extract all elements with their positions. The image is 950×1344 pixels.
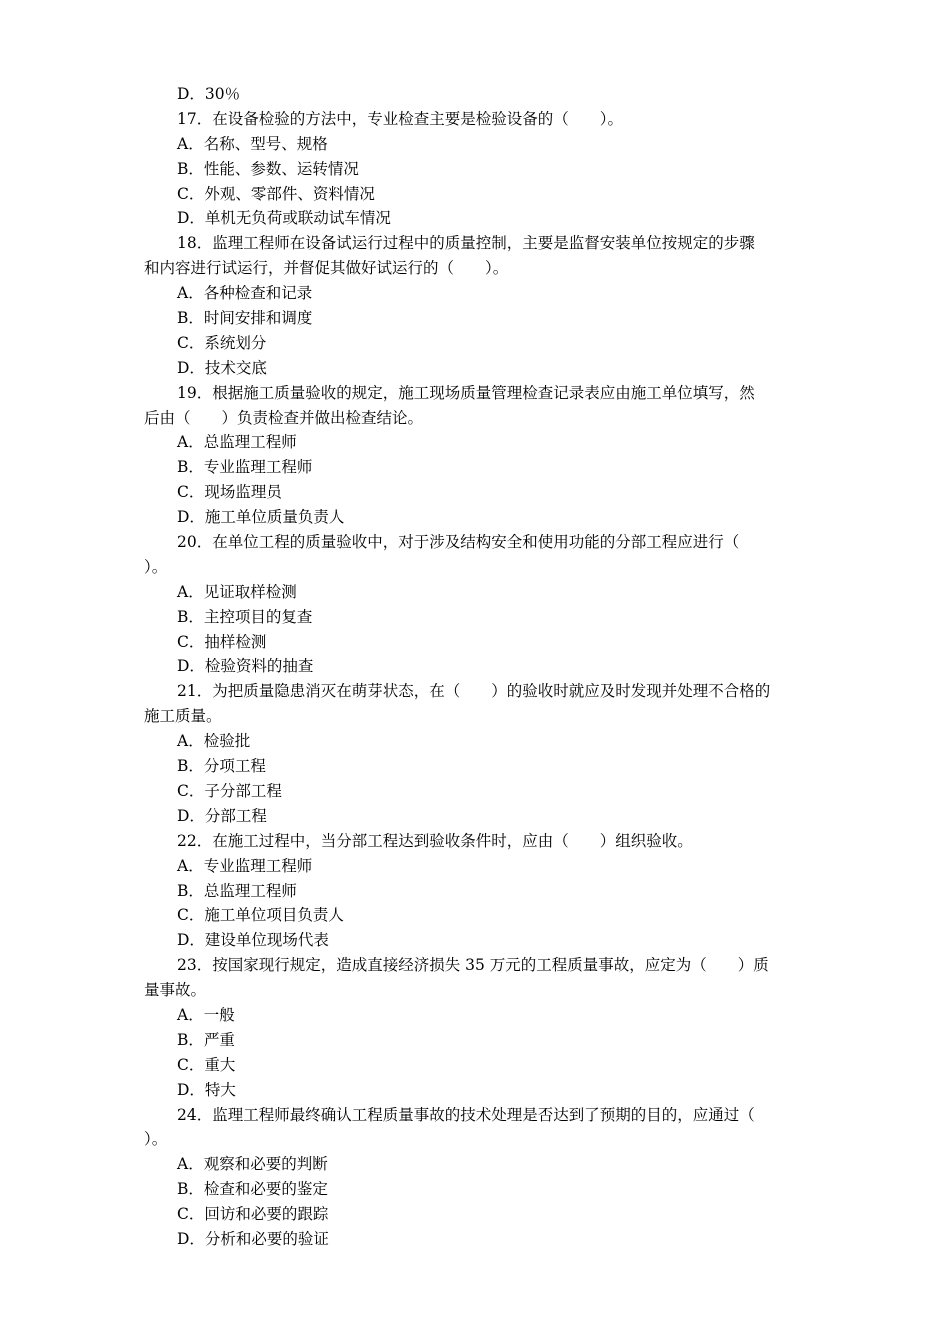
- answer-option: D．分析和必要的验证: [177, 1229, 329, 1248]
- answer-option: B．分项工程: [177, 757, 266, 776]
- question-text-line: 18．监理工程师在设备试运行过程中的质量控制，主要是监督安装单位按规定的步骤: [177, 234, 755, 253]
- question-text-line: 后由（ ）负责检查并做出检查结论。: [144, 408, 424, 427]
- question-text-line: 20．在单位工程的质量验收中，对于涉及结构安全和使用功能的分部工程应进行（: [177, 533, 740, 552]
- answer-option: B．严重: [177, 1030, 235, 1049]
- answer-option: D．30％: [177, 85, 241, 103]
- answer-option: D．技术交底: [177, 358, 267, 377]
- answer-option: C．重大: [177, 1055, 236, 1074]
- answer-option: B．专业监理工程师: [177, 458, 313, 477]
- answer-option: A．观察和必要的判断: [177, 1155, 328, 1174]
- answer-option: A．各种检查和记录: [177, 284, 313, 303]
- answer-option: A．专业监理工程师: [177, 856, 313, 875]
- answer-option: D．单机无负荷或联动试车情况: [177, 209, 391, 228]
- answer-option: D．建设单位现场代表: [177, 931, 329, 950]
- answer-option: D．特大: [177, 1080, 236, 1099]
- answer-option: A．见证取样检测: [177, 582, 297, 601]
- question-text-line: 施工质量。: [144, 707, 222, 726]
- answer-option: A．一般: [177, 1005, 235, 1024]
- answer-option: A．总监理工程师: [177, 433, 297, 452]
- answer-option: D．分部工程: [177, 806, 267, 825]
- answer-option: C．子分部工程: [177, 781, 282, 800]
- answer-option: C．系统划分: [177, 333, 267, 352]
- question-text-line: 21．为把质量隐患消灭在萌芽状态，在（ ）的验收时就应及时发现并处理不合格的: [177, 682, 771, 701]
- answer-option: C．现场监理员: [177, 483, 282, 502]
- answer-option: D．检验资料的抽查: [177, 657, 314, 676]
- question-text-line: 量事故。: [144, 981, 207, 1000]
- question-text: 17．在设备检验的方法中，专业检查主要是检验设备的（ ）。: [177, 109, 623, 128]
- question-text-line: ）。: [144, 1130, 168, 1149]
- question-text-line: 24．监理工程师最终确认工程质量事故的技术处理是否达到了预期的目的，应通过（: [177, 1105, 755, 1124]
- question-text-line: 23．按国家现行规定，造成直接经济损失 35 万元的工程质量事故，应定为（ ）质: [177, 956, 769, 975]
- answer-option: C．外观、零部件、资料情况: [177, 184, 375, 203]
- answer-option: B．总监理工程师: [177, 881, 297, 900]
- question-text-line: 和内容进行试运行，并督促其做好试运行的（ ）。: [144, 259, 509, 278]
- answer-option: C．施工单位项目负责人: [177, 906, 344, 925]
- answer-option: A．名称、型号、规格: [177, 134, 328, 153]
- question-text-line: 19．根据施工质量验收的规定，施工现场质量管理检查记录表应由施工单位填写，然: [177, 383, 755, 402]
- answer-option: C．抽样检测: [177, 632, 267, 651]
- document-body: [144, 82, 808, 1252]
- answer-option: D．施工单位质量负责人: [177, 508, 345, 527]
- answer-option: B．时间安排和调度: [177, 309, 313, 328]
- answer-option: A．检验批: [177, 732, 251, 751]
- question-text-line: ）。: [144, 557, 168, 576]
- answer-option: B．主控项目的复查: [177, 607, 313, 626]
- question-text: 22．在施工过程中，当分部工程达到验收条件时，应由（ ）组织验收。: [177, 831, 693, 850]
- answer-option: B．检查和必要的鉴定: [177, 1180, 328, 1199]
- answer-option: B．性能、参数、运转情况: [177, 159, 359, 178]
- answer-option: C．回访和必要的跟踪: [177, 1205, 329, 1224]
